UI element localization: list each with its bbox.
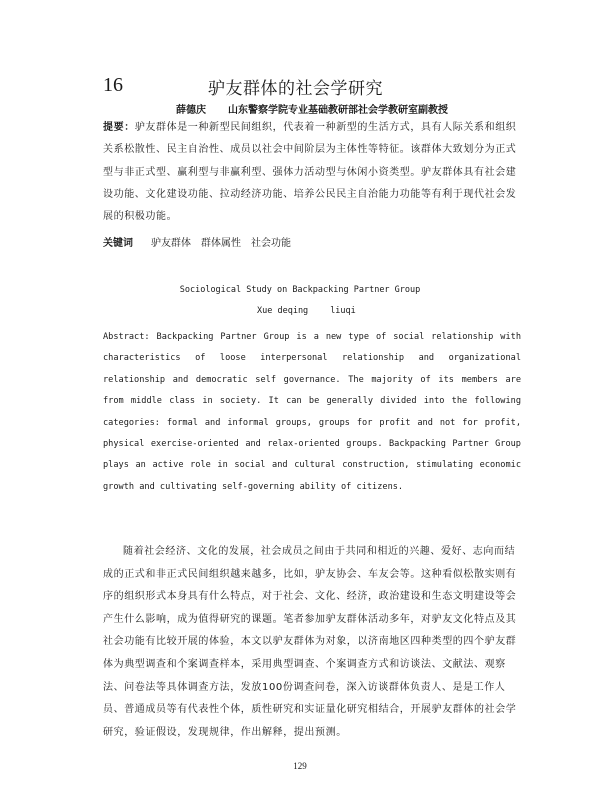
author-line	[176, 101, 448, 116]
english-title: Sociological Study on Backpacking Partner Group	[179, 285, 421, 295]
chinese-abstract	[103, 117, 521, 228]
english-abstract: Abstract: Backpacking Partner Group is a new type of social relationship with characteristics of loose interpersonal relationship and organizational relationship and democratic self governance. The majority of its members are from middle class in society. It can be generally divided into the following categories: formal and informal groups, groups for profit and not for profit, physical exercise-oriented and relax-oriented groups. Backpacking Partner Group plays an active role in social and cultural construction, stimulating economic growth and cultivating self-governing ability of citizens.	[103, 332, 521, 492]
chinese-title: 驴友群体的社会学研究	[208, 79, 383, 99]
author-name: 薛德庆	[176, 105, 206, 116]
abstract-label: 提要：	[103, 122, 135, 133]
chapter-number: 16	[103, 74, 123, 96]
keywords	[103, 234, 301, 249]
english-authors	[257, 306, 356, 316]
keyword-item: 社会功能	[251, 238, 291, 249]
english-author-1: Xue deqing	[257, 306, 309, 316]
author-affiliation: 山东警察学院专业基础教研部社会学教研室副教授	[228, 105, 448, 116]
keyword-item: 驴友群体	[151, 238, 191, 249]
abstract-text: 驴友群体是一种新型民间组织，代表着一种新型的生活方式，具有人际关系和组织关系松散性、民主自治性、成员以社会中间阶层为主体性等特征。该群体大致划分为正式型与非正式型、赢利型与非赢利型、强体力活动型与休闲小资类型。驴友群体具有社会建设功能、文化建设功能、拉动经济功能、培养公民民主自治能力功能等有利于现代社会发展的积极功能。	[103, 122, 517, 223]
page-number: 129	[293, 761, 307, 771]
english-author-2: liuqi	[330, 306, 356, 316]
body-paragraph: 随着社会经济、文化的发展，社会成员之间由于共同和相近的兴趣、爱好、志向而结成的正式和非正式民间组织越来越多，比如，驴友协会、车友会等。这种看似松散实则有序的组织形式本身具有什么特点，对于社会、文化、经济，政治建设和生态文明建设等会产生什么影响，成为值得研究的课题。笔者参加驴友群体活动多年，对驴友文化特点及其社会功能有比较开展的体验，本文以驴友群体为对象，以济南地区四种类型的四个驴友群体为典型调查和个案调查样本，采用典型调查、个案调查方式和访谈法、文献法、观察法、问卷法等具体调查方法，发放100份调查问卷，深入访谈群体负责人、是是工作人员、普通成员等有代表性个体，质性研究和实证量化研究相结合，开展驴友群体的社会学研究，验证假设，发现规律，作出解释，提出预测。	[103, 546, 517, 738]
keyword-item: 群体属性	[201, 238, 241, 249]
keywords-label: 关键词	[103, 238, 133, 249]
